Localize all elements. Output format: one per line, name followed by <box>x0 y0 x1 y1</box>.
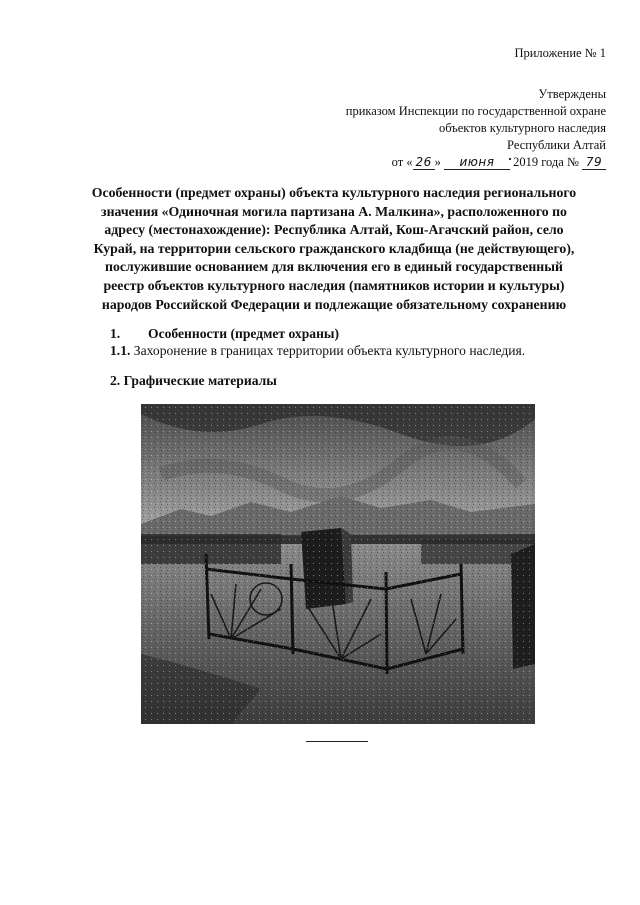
appendix-label: Приложение № 1 <box>514 46 606 60</box>
order-line-1: приказом Инспекции по государственной охране <box>345 104 606 118</box>
date-mid: » <box>434 155 441 169</box>
title-line: реестр объектов культурного наследия (памятников истории и культуры) <box>103 277 565 293</box>
date-day: 26 <box>413 156 435 170</box>
title-line: Курай, на территории сельского гражданского кладбища (не действующего), <box>93 240 575 256</box>
date-year: 2019 года № <box>513 155 579 169</box>
grave-photo <box>141 404 535 724</box>
section-1-item <box>110 343 525 359</box>
item-text: Захоронение в границах территории объекта культурного наследия. <box>133 343 526 358</box>
section-1-heading <box>110 326 339 342</box>
section-2-heading: 2. Графические материалы <box>110 373 277 388</box>
title-line: значения «Одиночная могила партизана А. Малкина», расположенного по <box>101 203 567 219</box>
closing-rule <box>306 741 368 742</box>
date-month: июня <box>444 156 510 170</box>
section-1-number: 1. <box>110 326 121 341</box>
item-number: 1.1. <box>110 343 131 358</box>
order-line-2: объектов культурного наследия <box>439 121 606 135</box>
document-title <box>60 184 608 314</box>
order-number: 79 <box>582 156 606 170</box>
title-line: Особенности (предмет охраны) объекта культурного наследия регионального <box>91 185 577 200</box>
order-line-3: Республики Алтай <box>507 138 606 152</box>
stray-dot <box>509 158 511 160</box>
order-date-line <box>286 154 606 171</box>
approved-label: Утверждены <box>538 87 606 101</box>
title-line: народов Российской Федерации и подлежащие обязательному сохранению <box>101 296 567 312</box>
date-prefix: от « <box>391 155 413 169</box>
title-line: послужившие основанием для включения его в единый государственный <box>105 259 563 275</box>
section-1-title: Особенности (предмет охраны) <box>148 326 340 341</box>
approval-block <box>286 86 606 171</box>
title-line: адресу (местонахождение): Республика Алтай, Кош-Агачский район, село <box>104 222 564 238</box>
